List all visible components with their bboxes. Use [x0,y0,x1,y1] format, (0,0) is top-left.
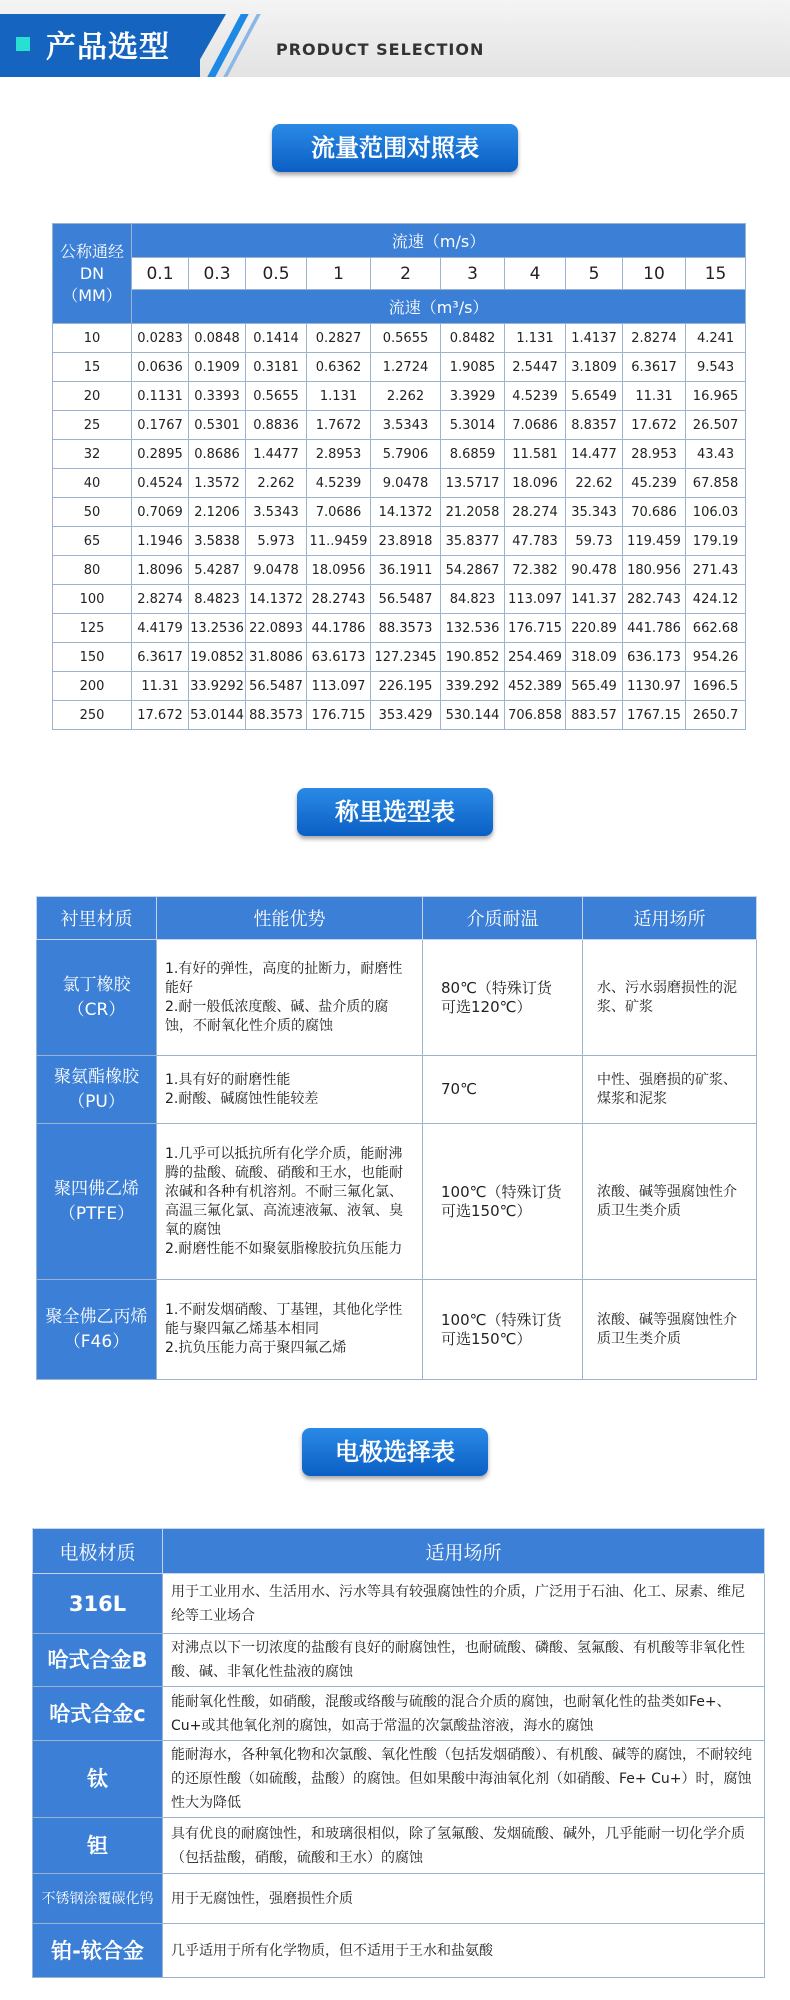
section-title-lining: 称里选型表 [297,788,493,836]
lining-header-performance: 性能优势 [157,897,423,940]
lining-material: 氯丁橡胶 （CR） [37,940,157,1056]
velocity-cell: 10 [623,258,686,290]
flow-cell: 1.131 [505,324,566,353]
dn-cell: 125 [53,614,132,643]
lining-header-material: 衬里材质 [37,897,157,940]
dn-cell: 50 [53,498,132,527]
flow-cell: 11.31 [623,382,686,411]
electrode-selection-table [32,1528,765,1978]
velocity-cell: 5 [566,258,623,290]
table-row [33,1741,765,1818]
electrode-application: 用于无腐蚀性，强磨损性介质 [163,1874,765,1924]
flow-cell: 17.672 [132,701,189,730]
lining-temperature: 70℃ [423,1056,583,1124]
flow-cell: 11.31 [132,672,189,701]
velocity-cell: 3 [441,258,505,290]
table-row [53,440,746,469]
dn-cell: 250 [53,701,132,730]
flow-cell: 176.715 [505,614,566,643]
flow-cell: 0.5655 [246,382,307,411]
velocity-header: 流速（m/s） [132,224,746,258]
flow-cell: 662.68 [686,614,746,643]
flow-cell: 0.1131 [132,382,189,411]
flow-cell: 0.4524 [132,469,189,498]
flow-cell: 2.1206 [189,498,246,527]
section-title-flow: 流量范围对照表 [272,124,518,172]
velocity-cell: 0.3 [189,258,246,290]
flow-cell: 452.389 [505,672,566,701]
flow-cell: 132.536 [441,614,505,643]
lining-material: 聚氨酯橡胶 （PU） [37,1056,157,1124]
table-row [37,1056,757,1124]
flow-cell: 530.144 [441,701,505,730]
lining-application: 水、污水弱磨损性的泥浆、矿浆 [583,940,757,1056]
flow-cell: 113.097 [505,585,566,614]
lining-selection-table [36,896,757,1380]
page-title: 产品选型 [46,30,170,65]
lining-application: 中性、强磨损的矿浆、煤浆和泥浆 [583,1056,757,1124]
flow-cell: 441.786 [623,614,686,643]
electrode-material: 哈式合金c [33,1687,163,1741]
flow-cell: 90.478 [566,556,623,585]
flow-cell: 190.852 [441,643,505,672]
electrode-application: 能耐氧化性酸，如硝酸，混酸或络酸与硫酸的混合介质的腐蚀，也耐氧化性的盐类如Fe+、Cu+或其他氧化剂的腐蚀，如高于常温的次氯酸盐溶液，海水的腐蚀 [163,1687,765,1741]
page-subtitle: PRODUCT SELECTION [276,40,485,59]
lining-performance: 1.不耐发烟硝酸、丁基锂，其他化学性能与聚四氟乙烯基本相同 2.抗负压能力高于聚四氟乙烯 [157,1280,423,1380]
table-row [37,1280,757,1380]
flow-cell: 5.4287 [189,556,246,585]
flow-cell: 18.096 [505,469,566,498]
flow-cell: 35.343 [566,498,623,527]
dn-cell: 10 [53,324,132,353]
flow-cell: 1696.5 [686,672,746,701]
flow-cell: 2.262 [371,382,441,411]
flow-cell: 1.3572 [189,469,246,498]
lining-material: 聚四佛乙烯 （PTFE） [37,1124,157,1280]
flow-cell: 119.459 [623,527,686,556]
table-row [33,1574,765,1634]
flow-cell: 2.262 [246,469,307,498]
lining-application: 浓酸、碱等强腐蚀性介质卫生类介质 [583,1280,757,1380]
flow-cell: 180.956 [623,556,686,585]
flow-cell: 2650.7 [686,701,746,730]
velocity-cell: 15 [686,258,746,290]
flow-cell: 254.469 [505,643,566,672]
table-row [33,1634,765,1687]
table-row [37,940,757,1056]
flow-cell: 45.239 [623,469,686,498]
flow-cell: 4.241 [686,324,746,353]
flow-cell: 2.8274 [132,585,189,614]
table-row [53,527,746,556]
table-row [53,585,746,614]
flow-cell: 226.195 [371,672,441,701]
flow-cell: 3.5838 [189,527,246,556]
dn-cell: 150 [53,643,132,672]
flow-cell: 22.0893 [246,614,307,643]
flow-cell: 4.5239 [505,382,566,411]
flow-cell: 14.1372 [371,498,441,527]
electrode-material: 316L [33,1574,163,1634]
flow-cell: 3.5343 [246,498,307,527]
electrode-material: 哈式合金B [33,1634,163,1687]
table-row [33,1687,765,1741]
dn-cell: 40 [53,469,132,498]
flow-cell: 5.3014 [441,411,505,440]
flow-cell: 106.03 [686,498,746,527]
velocity-row [53,258,746,290]
table-row [53,382,746,411]
flow-cell: 1767.15 [623,701,686,730]
flow-cell: 8.4823 [189,585,246,614]
velocity-cell: 2 [371,258,441,290]
electrode-application: 对沸点以下一切浓度的盐酸有良好的耐腐蚀性，也耐硫酸、磷酸、氢氟酸、有机酸等非氧化性酸、碱、非氧化性盐液的腐蚀 [163,1634,765,1687]
velocity-cell: 4 [505,258,566,290]
dn-cell: 32 [53,440,132,469]
table-row [33,1874,765,1924]
flow-cell: 16.965 [686,382,746,411]
table-row [53,556,746,585]
flow-cell: 54.2867 [441,556,505,585]
flow-cell: 0.5301 [189,411,246,440]
lining-header-application: 适用场所 [583,897,757,940]
lining-performance: 1.有好的弹性，高度的扯断力，耐磨性能好 2.耐一般低浓度酸、碱、盐介质的腐蚀，不耐氧化性介质的腐蚀 [157,940,423,1056]
flow-cell: 0.0848 [189,324,246,353]
flow-cell: 0.3393 [189,382,246,411]
flow-cell: 67.858 [686,469,746,498]
flow-cell: 5.7906 [371,440,441,469]
flow-cell: 0.2827 [307,324,371,353]
flow-cell: 33.9292 [189,672,246,701]
flow-cell: 1.4477 [246,440,307,469]
dn-cell: 15 [53,353,132,382]
flow-cell: 47.783 [505,527,566,556]
flow-cell: 954.26 [686,643,746,672]
flow-cell: 0.3181 [246,353,307,382]
lining-temperature: 100℃（特殊订货可选150℃） [423,1280,583,1380]
flow-cell: 11..9459 [307,527,371,556]
flow-cell: 0.0283 [132,324,189,353]
flow-cell: 84.823 [441,585,505,614]
table-row [33,1924,765,1978]
velocity-cell: 0.5 [246,258,307,290]
flow-cell: 282.743 [623,585,686,614]
flow-cell: 36.1911 [371,556,441,585]
dn-cell: 80 [53,556,132,585]
flow-cell: 22.62 [566,469,623,498]
bullet-square-icon [16,37,30,51]
flow-cell: 3.3929 [441,382,505,411]
flow-cell: 0.8686 [189,440,246,469]
flow-cell: 56.5487 [246,672,307,701]
flow-cell: 23.8918 [371,527,441,556]
flow-cell: 11.581 [505,440,566,469]
flow-cell: 113.097 [307,672,371,701]
flow-cell: 1.2724 [371,353,441,382]
table-row [53,353,746,382]
table-row [53,672,746,701]
flow-cell: 5.973 [246,527,307,556]
lining-temperature: 100℃（特殊订货可选150℃） [423,1124,583,1280]
lining-application: 浓酸、碱等强腐蚀性介质卫生类介质 [583,1124,757,1280]
flow-cell: 141.37 [566,585,623,614]
flow-cell: 14.477 [566,440,623,469]
table-row [53,614,746,643]
flow-cell: 706.858 [505,701,566,730]
flow-cell: 9.0478 [371,469,441,498]
flow-cell: 9.0478 [246,556,307,585]
flow-cell: 6.3617 [132,643,189,672]
flow-cell: 70.686 [623,498,686,527]
flow-cell: 127.2345 [371,643,441,672]
flow-cell: 8.6859 [441,440,505,469]
flow-cell: 883.57 [566,701,623,730]
electrode-material: 铂-铱合金 [33,1924,163,1978]
electrode-application: 能耐海水，各种氧化物和次氯酸、氧化性酸（包括发烟硝酸）、有机酸、碱等的腐蚀，不耐较纯的还原性酸（如硫酸，盐酸）的腐蚀。但如果酸中海油氧化剂（如硝酸、Fe+ Cu+）时，腐蚀性大为降低 [163,1741,765,1818]
table-row [53,411,746,440]
flow-cell: 8.8357 [566,411,623,440]
flow-cell: 43.43 [686,440,746,469]
flow-cell: 1130.97 [623,672,686,701]
flow-cell: 0.1414 [246,324,307,353]
dn-cell: 200 [53,672,132,701]
flow-cell: 318.09 [566,643,623,672]
electrode-header-material: 电极材质 [33,1529,163,1574]
table-row [53,469,746,498]
electrode-material: 钛 [33,1741,163,1818]
flow-cell: 88.3573 [246,701,307,730]
flow-cell: 19.0852 [189,643,246,672]
flow-cell: 0.2895 [132,440,189,469]
flow-cell: 2.8953 [307,440,371,469]
table-row [37,1124,757,1280]
flow-cell: 88.3573 [371,614,441,643]
flow-cell: 26.507 [686,411,746,440]
flow-cell: 1.131 [307,382,371,411]
header-banner [0,0,790,77]
flow-cell: 18.0956 [307,556,371,585]
velocity-cell: 1 [307,258,371,290]
lining-material: 聚全佛乙丙烯 （F46） [37,1280,157,1380]
flow-cell: 353.429 [371,701,441,730]
dn-cell: 25 [53,411,132,440]
table-row [53,701,746,730]
flow-cell: 271.43 [686,556,746,585]
table-row [53,643,746,672]
flow-cell: 565.49 [566,672,623,701]
flow-cell: 53.0144 [189,701,246,730]
flow-cell: 28.274 [505,498,566,527]
electrode-application: 几乎适用于所有化学物质，但不适用于王水和盐氨酸 [163,1924,765,1978]
flow-cell: 1.8096 [132,556,189,585]
flow-cell: 1.1946 [132,527,189,556]
table-row [53,324,746,353]
lining-performance: 1.具有好的耐磨性能 2.耐酸、碱腐蚀性能较差 [157,1056,423,1124]
flow-cell: 1.7672 [307,411,371,440]
electrode-material: 不锈钢涂覆碳化钨 [33,1874,163,1924]
flow-header: 流速（m³/s） [132,290,746,324]
flow-cell: 0.0636 [132,353,189,382]
dn-cell: 65 [53,527,132,556]
flow-cell: 2.8274 [623,324,686,353]
flow-cell: 63.6173 [307,643,371,672]
electrode-header-application: 适用场所 [163,1529,765,1574]
flow-cell: 72.382 [505,556,566,585]
section-title-electrode: 电极选择表 [302,1428,488,1476]
flow-cell: 3.1809 [566,353,623,382]
flow-cell: 44.1786 [307,614,371,643]
electrode-application: 用于工业用水、生活用水、污水等具有较强腐蚀性的介质，广泛用于石油、化工、尿素、维尼纶等工业场合 [163,1574,765,1634]
flow-cell: 636.173 [623,643,686,672]
flow-cell: 0.1767 [132,411,189,440]
dn-cell: 100 [53,585,132,614]
flow-cell: 35.8377 [441,527,505,556]
flow-cell: 2.5447 [505,353,566,382]
flow-range-table [52,223,746,730]
flow-cell: 17.672 [623,411,686,440]
lining-header-temperature: 介质耐温 [423,897,583,940]
flow-cell: 3.5343 [371,411,441,440]
flow-cell: 4.5239 [307,469,371,498]
flow-cell: 220.89 [566,614,623,643]
flow-cell: 14.1372 [246,585,307,614]
flow-cell: 179.19 [686,527,746,556]
flow-cell: 0.5655 [371,324,441,353]
flow-cell: 56.5487 [371,585,441,614]
table-row [53,498,746,527]
electrode-application: 具有优良的耐腐蚀性，和玻璃很相似，除了氢氟酸、发烟硫酸、碱外，几乎能耐一切化学介质（包括盐酸，硝酸，硫酸和王水）的腐蚀 [163,1818,765,1874]
flow-cell: 0.8836 [246,411,307,440]
flow-cell: 13.2536 [189,614,246,643]
flow-cell: 424.12 [686,585,746,614]
flow-cell: 28.2743 [307,585,371,614]
dn-cell: 20 [53,382,132,411]
flow-cell: 59.73 [566,527,623,556]
flow-cell: 0.6362 [307,353,371,382]
velocity-cell: 0.1 [132,258,189,290]
flow-cell: 1.9085 [441,353,505,382]
flow-cell: 7.0686 [307,498,371,527]
flow-cell: 7.0686 [505,411,566,440]
flow-cell: 28.953 [623,440,686,469]
lining-temperature: 80℃（特殊订货可选120℃） [423,940,583,1056]
flow-cell: 339.292 [441,672,505,701]
flow-cell: 0.1909 [189,353,246,382]
electrode-material: 钽 [33,1818,163,1874]
dn-header: 公称通经 DN （MM） [53,224,132,324]
flow-cell: 176.715 [307,701,371,730]
flow-cell: 13.5717 [441,469,505,498]
table-row [33,1818,765,1874]
lining-performance: 1.几乎可以抵抗所有化学介质，能耐沸腾的盐酸、硫酸、硝酸和王水，也能耐浓碱和各种有机溶剂。不耐三氟化氯、高温三氟化氯、高流速液氟、液氧、臭氧的腐蚀 2.耐磨性能不如聚氨脂橡胶抗负压能力 [157,1124,423,1280]
flow-cell: 6.3617 [623,353,686,382]
flow-cell: 4.4179 [132,614,189,643]
flow-cell: 1.4137 [566,324,623,353]
flow-cell: 21.2058 [441,498,505,527]
flow-cell: 5.6549 [566,382,623,411]
flow-cell: 0.7069 [132,498,189,527]
flow-cell: 9.543 [686,353,746,382]
flow-cell: 31.8086 [246,643,307,672]
flow-cell: 0.8482 [441,324,505,353]
